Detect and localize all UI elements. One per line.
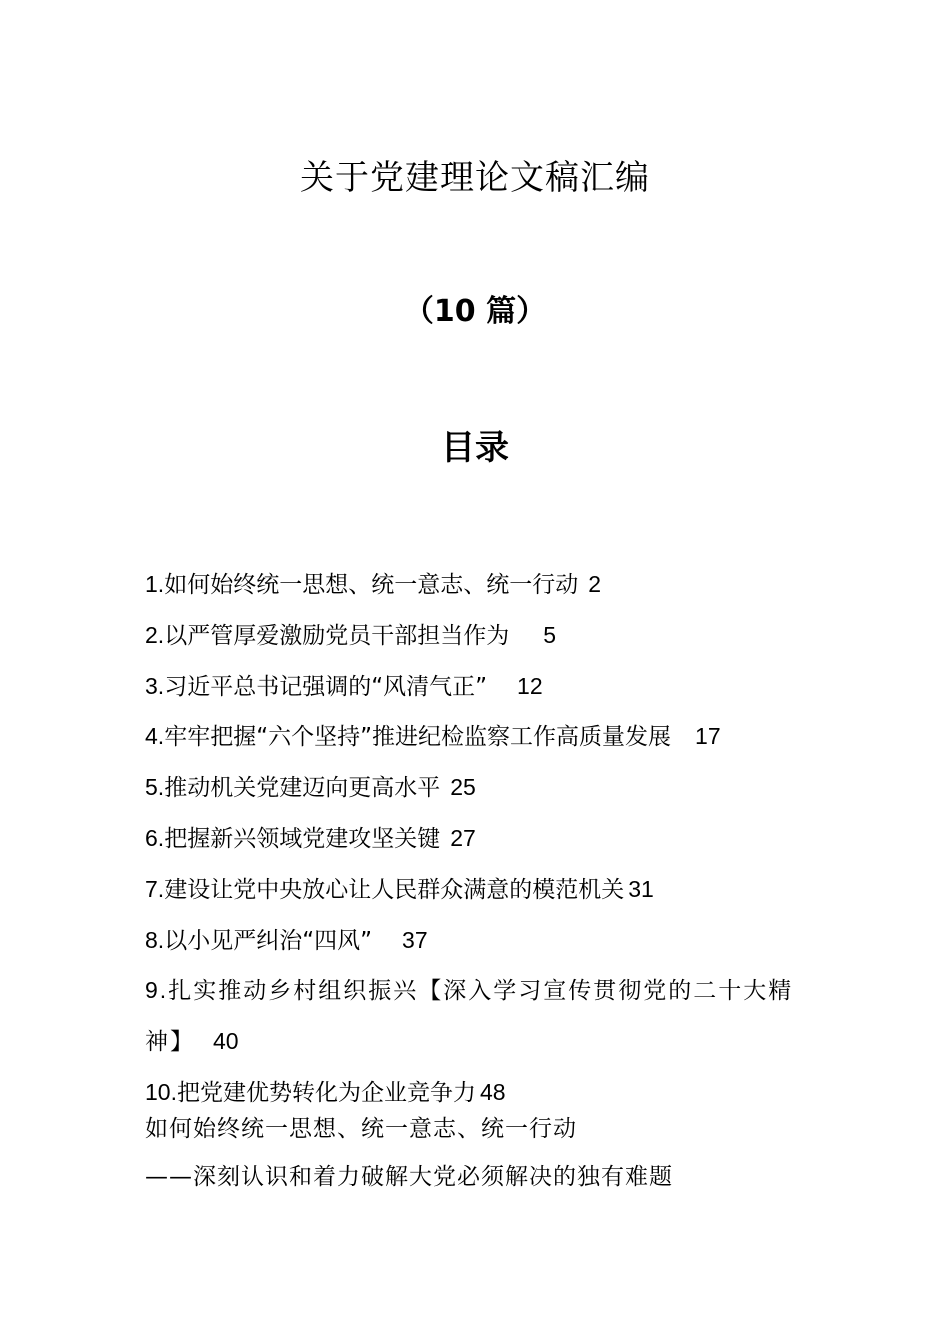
toc-item-title: 牢牢把握“六个坚持”推进纪检监察工作高质量发展: [164, 724, 672, 751]
toc-item-page: 37: [402, 926, 428, 953]
document-subtitle: （10 篇）: [403, 294, 547, 329]
toc-item-3[interactable]: [145, 662, 815, 713]
toc-item-page: 25: [450, 774, 476, 801]
toc-item-page: 27: [450, 824, 476, 851]
article-title: 如何始终统一思想、统一意志、统一行动: [145, 1116, 577, 1142]
toc-item-page: 40: [213, 1028, 239, 1055]
toc-item-title: 习近平总书记强调的“风清气正”: [164, 673, 488, 700]
document-title: 关于党建理论文稿汇编: [300, 158, 650, 198]
toc-item-8[interactable]: [145, 916, 815, 967]
toc-item-1[interactable]: [145, 560, 815, 611]
toc-item-number: 2.: [145, 621, 165, 648]
toc-item-9[interactable]: [145, 966, 815, 1068]
toc-item-number: 8.: [145, 926, 165, 953]
toc-item-4[interactable]: [145, 712, 815, 763]
toc-item-number: 3.: [145, 672, 165, 699]
toc-item-number: 10.: [145, 1078, 177, 1105]
toc-item-number: 6.: [145, 824, 165, 851]
toc-item-title: 以严管厚爱激励党员干部担当作为: [164, 622, 510, 649]
toc-item-page: 5: [543, 621, 556, 648]
toc-item-title: 推动机关党建迈向更高水平: [164, 775, 441, 802]
toc-item-number: 4.: [145, 723, 165, 750]
toc-item-title: 以小见严纠治“四风”: [164, 927, 373, 954]
toc-item-page: 17: [695, 723, 721, 750]
toc-item-title: 把握新兴领域党建攻坚关键: [164, 825, 441, 852]
toc-heading: 目录: [441, 428, 509, 468]
toc-item-number: 7.: [145, 875, 165, 902]
toc-item-title: 扎实推动乡村组织振兴【深入学习宣传贯彻党的二十大精神】: [145, 978, 794, 1056]
article-subtitle: ——深刻认识和着力破解大党必须解决的独有难题: [145, 1164, 673, 1190]
toc-item-title: 如何始终统一思想、统一意志、统一行动: [164, 572, 579, 598]
toc-item-2[interactable]: [145, 611, 815, 662]
toc-item-7[interactable]: [145, 865, 815, 916]
toc-item-page: 12: [517, 672, 543, 699]
toc-item-title: 把党建优势转化为企业竞争力: [176, 1079, 476, 1106]
toc-item-6[interactable]: [145, 814, 815, 865]
toc-item-page: 48: [479, 1078, 506, 1105]
toc-item-title: 建设让党中央放心让人民群众满意的模范机关: [164, 876, 625, 903]
toc-item-page: 2: [588, 571, 601, 597]
table-of-contents: [145, 560, 815, 1119]
article-start: [145, 1105, 815, 1201]
toc-item-number: 5.: [145, 774, 165, 801]
toc-item-page: 31: [628, 875, 654, 902]
toc-item-number: 1.: [145, 571, 165, 597]
toc-item-5[interactable]: [145, 763, 815, 814]
toc-item-number: 9.: [145, 977, 169, 1004]
